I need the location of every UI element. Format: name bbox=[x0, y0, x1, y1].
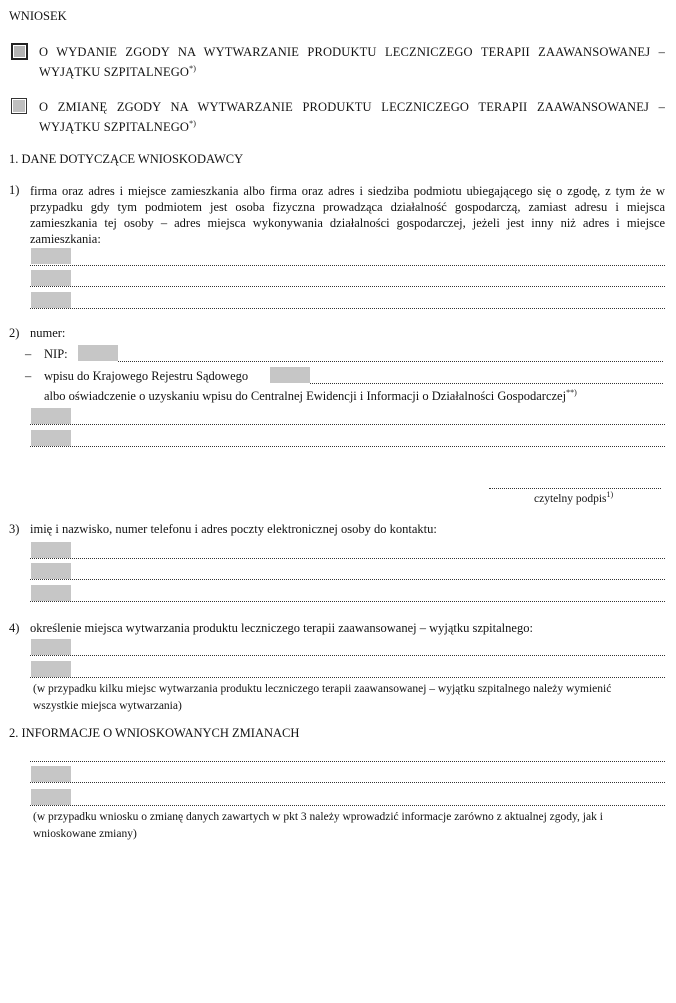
dash-bullet: – bbox=[25, 347, 32, 361]
input-field-shade[interactable] bbox=[31, 789, 71, 805]
option-zmiana bbox=[39, 97, 665, 137]
input-line[interactable] bbox=[30, 655, 665, 656]
input-field-shade[interactable] bbox=[31, 766, 71, 782]
item-2-label: numer: bbox=[30, 326, 66, 340]
nip-line[interactable] bbox=[118, 361, 663, 362]
item-4-note: (w przypadku kilku miejsc wytwarzania produktu leczniczego terapii zaawansowanej – wyjątku szpitalnego należy wymienić wszystkie miejsca wytwarzania) bbox=[33, 683, 612, 712]
dash-bullet: – bbox=[25, 369, 32, 383]
section-1-title: 1. DANE DOTYCZĄCE WNIOSKODAWCY bbox=[9, 152, 244, 166]
checkbox-zmiana[interactable] bbox=[11, 98, 27, 114]
input-field-shade[interactable] bbox=[31, 292, 71, 308]
input-line[interactable] bbox=[30, 308, 665, 309]
footnote-mark: 1) bbox=[606, 490, 614, 499]
nip-label: NIP: bbox=[44, 347, 68, 361]
ceidg-text bbox=[44, 389, 577, 404]
input-field-shade[interactable] bbox=[31, 408, 71, 424]
item-3-number: 3) bbox=[9, 522, 20, 536]
signature-caption bbox=[534, 491, 613, 508]
input-line[interactable] bbox=[30, 761, 665, 762]
input-field-shade[interactable] bbox=[31, 639, 71, 655]
signature-line[interactable] bbox=[489, 488, 661, 489]
input-line[interactable] bbox=[30, 677, 665, 678]
input-field-shade[interactable] bbox=[31, 430, 71, 446]
item-1-number: 1) bbox=[9, 183, 20, 197]
section-2-title: 2. INFORMACJE O WNIOSKOWANYCH ZMIANACH bbox=[9, 726, 300, 740]
footnote-mark: *) bbox=[189, 119, 197, 128]
krs-label: wpisu do Krajowego Rejestru Sądowego bbox=[44, 369, 249, 383]
nip-input[interactable] bbox=[78, 345, 118, 361]
input-line[interactable] bbox=[30, 286, 665, 287]
ceidg-label: albo oświadczenie o uzyskaniu wpisu do Centralnej Ewidencji i Informacji o Działalności Gospodarczej bbox=[44, 389, 567, 403]
input-line[interactable] bbox=[30, 601, 665, 602]
krs-line[interactable] bbox=[310, 383, 663, 384]
input-line[interactable] bbox=[30, 265, 665, 266]
input-line[interactable] bbox=[30, 579, 665, 580]
option-zmiana-text: O ZMIANĘ ZGODY NA WYTWARZANIE PRODUKTU LECZNICZEGO TERAPII ZAAWANSOWANEJ – WYJĄTKU SZPITALNEGO bbox=[39, 100, 665, 134]
input-field-shade[interactable] bbox=[31, 542, 71, 558]
item-4-number: 4) bbox=[9, 621, 20, 635]
footnote-mark: *) bbox=[189, 64, 197, 73]
input-line[interactable] bbox=[30, 558, 665, 559]
input-field-shade[interactable] bbox=[31, 248, 71, 264]
option-wydanie bbox=[39, 42, 665, 82]
option-wydanie-text: O WYDANIE ZGODY NA WYTWARZANIE PRODUKTU LECZNICZEGO TERAPII ZAAWANSOWANEJ – WYJĄTKU SZPITALNEGO bbox=[39, 45, 665, 79]
input-field-shade[interactable] bbox=[31, 661, 71, 677]
input-field-shade[interactable] bbox=[31, 563, 71, 579]
checkbox-wydanie[interactable] bbox=[11, 43, 28, 60]
signature-label: czytelny podpis bbox=[534, 493, 607, 505]
input-line[interactable] bbox=[30, 805, 665, 806]
footnote-mark: **) bbox=[566, 388, 577, 397]
item-2-number: 2) bbox=[9, 326, 20, 340]
krs-input[interactable] bbox=[270, 367, 310, 383]
item-4-text: określenie miejsca wytwarzania produktu leczniczego terapii zaawansowanej – wyjątku szpitalnego: bbox=[30, 621, 533, 635]
section-2-note: (w przypadku wniosku o zmianę danych zawartych w pkt 3 należy wprowadzić informacje zarówno z aktualnej zgody, jak i wnioskowane zmiany) bbox=[33, 811, 603, 840]
item-1-text: firma oraz adres i miejsce zamieszkania albo firma oraz adres i siedziba podmiotu ubiegającego się o zgodę, z tym że w przypadku gdy tym podmiotem jest osoba fizyczna prowadząca działalność gospodarczą, zamiast adresu i miejsca zamieszkania tej osoby – adres miejsca wykonywania działalności gospodarczej, jeżeli jest inny niż adres i miejsce zamieszkania: bbox=[30, 184, 665, 246]
input-field-shade[interactable] bbox=[31, 585, 71, 601]
input-field-shade[interactable] bbox=[31, 270, 71, 286]
input-line[interactable] bbox=[30, 446, 665, 447]
page-title: WNIOSEK bbox=[9, 9, 67, 23]
item-3-text: imię i nazwisko, numer telefonu i adres poczty elektronicznej osoby do kontaktu: bbox=[30, 522, 437, 536]
input-line[interactable] bbox=[30, 424, 665, 425]
input-line[interactable] bbox=[30, 782, 665, 783]
